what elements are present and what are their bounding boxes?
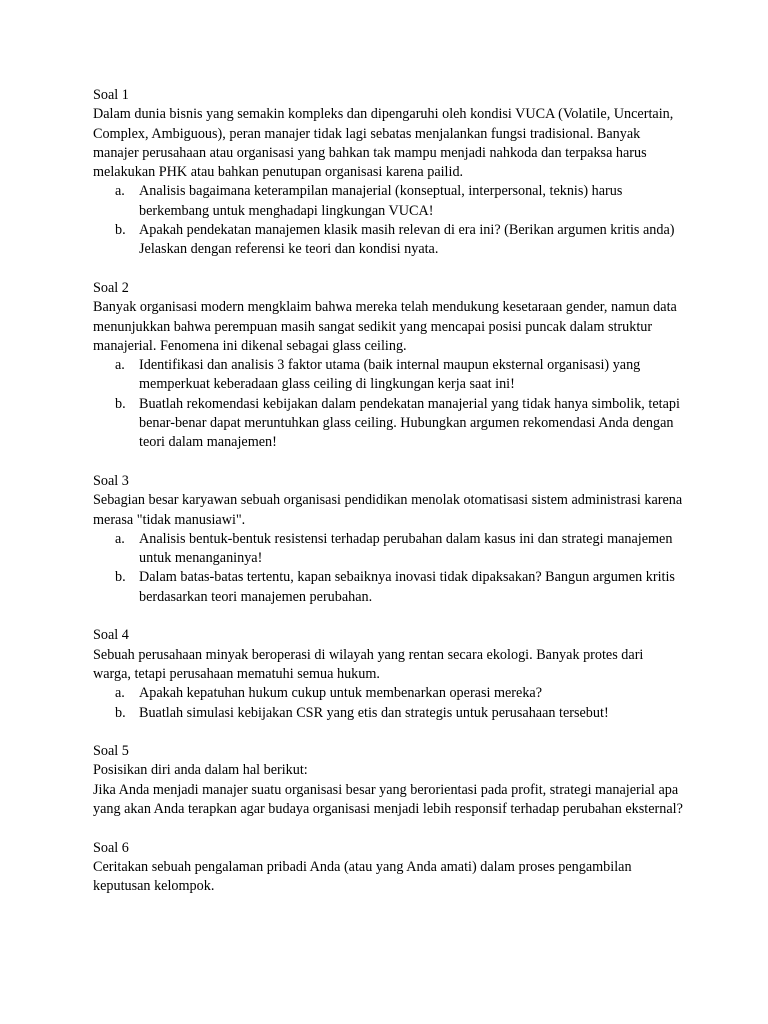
sub-question-text: Analisis bentuk-bentuk resistensi terhadap perubahan dalam kasus ini dan strategi manajemen untuk menanganinya!: [139, 530, 673, 567]
sub-question-marker: b.: [115, 704, 126, 721]
sub-question-list: [93, 356, 683, 452]
sub-question-b: [93, 221, 683, 260]
sub-question-marker: a.: [115, 685, 125, 702]
sub-question-a: [93, 530, 683, 569]
sub-question-a: [93, 356, 683, 395]
question-body: Sebuah perusahaan minyak beroperasi di wilayah yang rentan secara ekologi. Banyak protes dari warga, tetapi perusahaan mematuhi semua hukum.: [93, 646, 644, 682]
sub-question-text: Buatlah simulasi kebijakan CSR yang etis dan strategis untuk perusahaan tersebut!: [139, 704, 609, 721]
sub-question-marker: a.: [115, 183, 125, 200]
question-body: Banyak organisasi modern mengklaim bahwa mereka telah mendukung kesetaraan gender, namun data menunjukkan bahwa perempuan masih sangat sedikit yang mencapai posisi puncak dalam struktur manajerial. Fenomena ini dikenal sebagai glass ceiling.: [93, 299, 677, 354]
sub-question-text: Dalam batas-batas tertentu, kapan sebaiknya inovasi tidak dipaksakan? Bangun argumen kritis berdasarkan teori manajemen perubahan.: [139, 569, 675, 605]
sub-question-list: [93, 530, 683, 607]
question-4: [93, 626, 683, 722]
question-body: Posisikan diri anda dalam hal berikut:: [93, 762, 308, 779]
sub-question-text: Apakah kepatuhan hukum cukup untuk membenarkan operasi mereka?: [139, 685, 543, 702]
question-title: Soal 2: [93, 279, 129, 296]
question-title: Soal 3: [93, 472, 129, 489]
question-body: Dalam dunia bisnis yang semakin kompleks dan dipengaruhi oleh kondisi VUCA (Volatile, Uncertain, Complex, Ambiguous), peran manajer tidak lagi sebatas menjalankan fungsi tradisional. Banyak manajer perusahaan atau organisasi yang bahkan tak mampu menjadi nahkoda dan terpaksa harus melakukan PHK atau bahkan penutupan organisasi karena pailid.: [93, 106, 674, 181]
sub-question-text: Identifikasi dan analisis 3 faktor utama (baik internal maupun eksternal organisasi) yang memperkuat keberadaan glass ceiling di lingkungan kerja saat ini!: [139, 357, 641, 393]
sub-question-text: Apakah pendekatan manajemen klasik masih relevan di era ini? (Berikan argumen kritis anda) Jelaskan dengan referensi ke teori dan kondisi nyata.: [139, 222, 675, 258]
sub-question-a: [93, 182, 683, 221]
sub-question-b: [93, 568, 683, 607]
question-6: [93, 839, 683, 897]
sub-question-list: [93, 684, 683, 723]
sub-question-b: [93, 704, 683, 723]
sub-question-a: [93, 684, 683, 703]
sub-question-text: Analisis bagaimana keterampilan manajerial (konseptual, interpersonal, teknis) harus berkembang untuk menghadapi lingkungan VUCA!: [139, 183, 623, 219]
question-title: Soal 5: [93, 743, 129, 760]
sub-question-text: Buatlah rekomendasi kebijakan dalam pendekatan manajerial yang tidak hanya simbolik, tetapi benar-benar dapat meruntuhkan glass ceiling. Hubungkan argumen rekomendasi Anda dengan teori dalam manajemen!: [139, 395, 680, 451]
sub-question-list: [93, 182, 683, 259]
question-1: [93, 86, 683, 260]
sub-question-marker: a.: [115, 530, 125, 547]
question-title: Soal 1: [93, 87, 129, 103]
question-body: Jika Anda menjadi manajer suatu organisasi besar yang berorientasi pada profit, strategi manajerial apa yang akan Anda terapkan agar budaya organisasi menjadi lebih responsif terhadap perubahan eksternal?: [93, 781, 683, 817]
sub-question-b: [93, 395, 683, 453]
question-title: Soal 4: [93, 627, 129, 644]
sub-question-marker: a.: [115, 357, 125, 374]
question-3: [93, 472, 683, 607]
question-2: [93, 279, 683, 453]
sub-question-marker: b.: [115, 395, 126, 412]
question-body: Ceritakan sebuah pengalaman pribadi Anda (atau yang Anda amati) dalam proses pengambilan keputusan kelompok.: [93, 858, 632, 895]
sub-question-marker: b.: [115, 569, 126, 586]
sub-question-marker: b.: [115, 222, 126, 239]
question-body: Sebagian besar karyawan sebuah organisasi pendidikan menolak otomatisasi sistem administrasi karena merasa "tidak manusiawi".: [93, 492, 683, 528]
document-page: [93, 86, 683, 916]
question-5: [93, 742, 683, 819]
question-title: Soal 6: [93, 839, 129, 856]
